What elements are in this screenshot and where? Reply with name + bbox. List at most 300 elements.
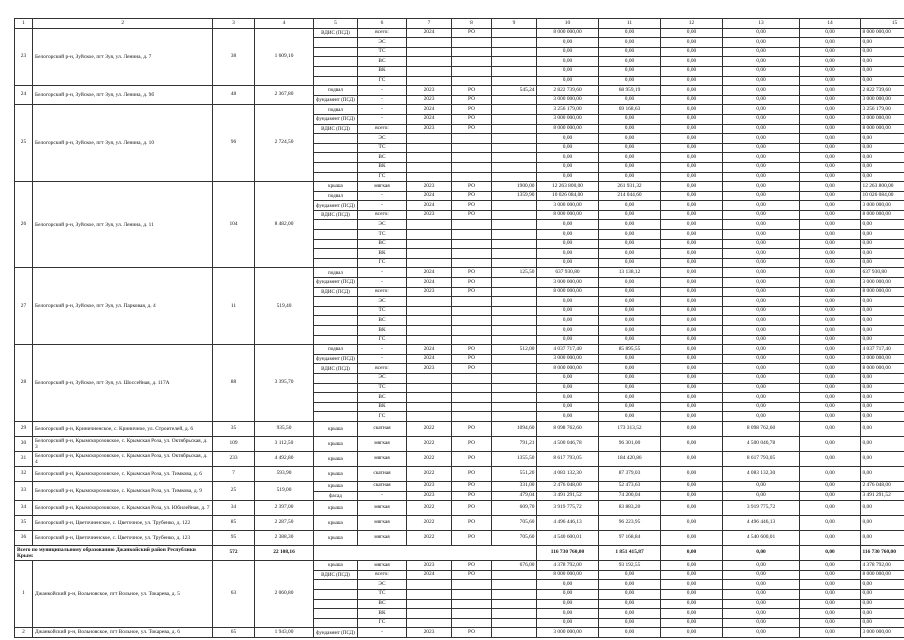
fund-cell-3: 0,00	[800, 95, 861, 105]
volume-cell	[492, 628, 537, 638]
work-subtype-cell: -	[358, 114, 407, 124]
fund-cell-2: 0,00	[723, 38, 800, 48]
row-number-cell: 30	[15, 436, 33, 451]
specific-cost-cell: 0,00	[599, 402, 661, 412]
fund-cell-1: 0,00	[661, 412, 723, 422]
fund-cell-4: 8 000 000,00	[861, 364, 904, 374]
fund-cell-2: 0,00	[723, 124, 800, 134]
fund-cell-4: 0,00	[861, 393, 904, 403]
fund-cell-1: 0,00	[661, 364, 723, 374]
year-cell	[407, 66, 452, 76]
fund-cell-2: 0,00	[723, 162, 800, 172]
fund-cell-2: 8 617 793,05	[723, 451, 800, 466]
work-type-cell	[314, 57, 358, 67]
address-cell: Белогорский р-н, Криничненское, с. Криничное, ул. Строителей, д. 6	[33, 421, 213, 436]
fund-cell-4: 12 263 800,00	[861, 182, 904, 192]
work-subtype-cell: всего:	[358, 287, 407, 297]
apartments-cell: 65	[213, 628, 255, 638]
work-type-cell: подвал	[314, 105, 358, 115]
fund-cell-2: 0,00	[723, 609, 800, 619]
work-type-cell: подвал	[314, 86, 358, 96]
total-cost-cell: 0,00	[537, 599, 599, 609]
fund-cell-4: 4 378 792,00	[861, 561, 904, 571]
work-subtype-cell: мягкая	[358, 436, 407, 451]
fund-cell-1: 0,00	[661, 95, 723, 105]
source-cell: РО	[452, 278, 492, 288]
area-cell: 8 482,00	[255, 182, 314, 268]
total-cost-cell: 0,00	[537, 230, 599, 240]
work-subtype-cell: -	[358, 268, 407, 278]
specific-cost-cell: 0,00	[599, 383, 661, 393]
total-cost-cell: 0,00	[537, 609, 599, 619]
total-cost-cell: 3 491 291,52	[537, 491, 599, 501]
fund-cell-4: 3 000 000,00	[861, 201, 904, 211]
apartments-cell: 104	[213, 182, 255, 268]
source-cell: РО	[452, 124, 492, 134]
year-cell	[407, 393, 452, 403]
year-cell: 2023	[407, 124, 452, 134]
fund-cell-3: 0,00	[800, 134, 861, 144]
apartments-cell: 38	[213, 28, 255, 86]
source-cell: РО	[452, 114, 492, 124]
total-cost-cell: 4 500 046,78	[537, 436, 599, 451]
address-cell: Белогорский р-н, Зуйское, пгт Зуя, ул. Ленина, д. 10	[33, 105, 213, 182]
specific-cost-cell: 87 379,03	[599, 466, 661, 481]
work-type-cell: фасад	[314, 491, 358, 501]
total-cost-cell: 0,00	[537, 249, 599, 259]
work-subtype-cell: ВС	[358, 316, 407, 326]
column-number-header: 2	[33, 19, 213, 29]
volume-cell	[492, 210, 537, 220]
volume-cell: 705,60	[492, 531, 537, 546]
total-cost-cell: 12 263 800,00	[537, 182, 599, 192]
specific-cost-cell: 0,00	[599, 628, 661, 638]
fund-cell-2: 0,00	[723, 220, 800, 230]
table-row	[15, 451, 904, 466]
fund-cell-4: 0,00	[861, 230, 904, 240]
area-cell: 935,50	[255, 421, 314, 436]
specific-cost-cell: 52 473,63	[599, 481, 661, 491]
work-subtype-cell: ВС	[358, 393, 407, 403]
work-subtype-cell: ЭС	[358, 220, 407, 230]
specific-cost-cell: 0,00	[599, 249, 661, 259]
volume-cell	[492, 306, 537, 316]
fund-cell-4: 0,00	[861, 373, 904, 383]
total-cost-cell: 0,00	[537, 589, 599, 599]
fund-cell-1: 0,00	[661, 561, 723, 571]
column-number-header: 10	[537, 19, 599, 29]
total-cost-cell: 0,00	[537, 393, 599, 403]
specific-cost-cell: 0,00	[599, 354, 661, 364]
fund-cell-1: 0,00	[661, 230, 723, 240]
source-cell: РО	[452, 28, 492, 38]
volume-cell	[492, 354, 537, 364]
volume-cell: 512,00	[492, 345, 537, 355]
fund-cell-2: 0,00	[723, 393, 800, 403]
fund-cell-2: 0,00	[723, 268, 800, 278]
specific-cost-cell: 0,00	[599, 134, 661, 144]
volume-cell	[492, 316, 537, 326]
total-cost-cell: 3 000 000,00	[537, 354, 599, 364]
fund-cell-4: 10 026 084,00	[861, 191, 904, 201]
table-row	[15, 421, 904, 436]
work-subtype-cell: скатная	[358, 421, 407, 436]
fund-cell-3: 0,00	[800, 531, 861, 546]
total-cost-cell: 4 037 717,40	[537, 345, 599, 355]
fund-cell-2: 0,00	[723, 86, 800, 96]
volume-cell	[492, 76, 537, 86]
source-cell: РО	[452, 421, 492, 436]
fund-cell-2: 0,00	[723, 580, 800, 590]
fund-cell-1: 0,00	[661, 114, 723, 124]
work-subtype-cell: ГС	[358, 172, 407, 182]
work-type-cell: ВДИС (ПСД)	[314, 364, 358, 374]
work-type-cell: крыша	[314, 516, 358, 531]
apartments-cell: 34	[213, 501, 255, 516]
fund-cell-3: 0,00	[800, 66, 861, 76]
specific-cost-cell: 0,00	[599, 95, 661, 105]
work-subtype-cell: скатная	[358, 466, 407, 481]
total-cost-cell: 0,00	[537, 373, 599, 383]
fund-cell-1: 0,00	[661, 383, 723, 393]
specific-cost-cell: 0,00	[599, 114, 661, 124]
fund-cell-3: 0,00	[800, 268, 861, 278]
fund-cell-1: 0,00	[661, 599, 723, 609]
volume-cell	[492, 124, 537, 134]
fund-cell-2: 0,00	[723, 364, 800, 374]
area-cell: 4 492,80	[255, 451, 314, 466]
volume-cell	[492, 239, 537, 249]
fund-cell-4: 8 000 000,00	[861, 28, 904, 38]
specific-cost-cell: 83 883,20	[599, 501, 661, 516]
year-cell: 2023	[407, 628, 452, 638]
table-row	[15, 436, 904, 451]
fund-cell-4: 8 000 000,00	[861, 210, 904, 220]
work-type-cell	[314, 402, 358, 412]
fund-cell-3: 0,00	[800, 364, 861, 374]
apartments-cell: 96	[213, 105, 255, 182]
fund-cell-3: 0,00	[800, 436, 861, 451]
work-type-cell	[314, 316, 358, 326]
fund-cell-1: 0,00	[661, 451, 723, 466]
address-cell: Белогорский р-н, Зуйское, пгт Зуя, ул. Ленина, д. 7	[33, 28, 213, 86]
fund-cell-3: 0,00	[800, 373, 861, 383]
fund-cell-1: 0,00	[661, 316, 723, 326]
row-number-cell: 36	[15, 531, 33, 546]
fund-cell-2: 0,00	[723, 628, 800, 638]
fund-cell-1: 0,00	[661, 182, 723, 192]
column-number-header: 3	[213, 19, 255, 29]
apartments-cell: 88	[213, 345, 255, 422]
fund-cell-4: 0,00	[861, 412, 904, 422]
specific-cost-cell: 0,00	[599, 57, 661, 67]
year-cell	[407, 306, 452, 316]
fund-cell-2: 0,00	[723, 28, 800, 38]
fund-cell-4: 0,00	[861, 451, 904, 466]
work-type-cell	[314, 373, 358, 383]
year-cell	[407, 599, 452, 609]
year-cell	[407, 412, 452, 422]
specific-cost-cell: 74 200,04	[599, 491, 661, 501]
volume-cell	[492, 38, 537, 48]
apartments-cell: 25	[213, 481, 255, 500]
work-subtype-cell: мягкая	[358, 516, 407, 531]
fund-cell-2: 0,00	[723, 201, 800, 211]
source-cell	[452, 66, 492, 76]
source-cell	[452, 589, 492, 599]
fund-cell-4: 3 000 000,00	[861, 354, 904, 364]
work-type-cell	[314, 580, 358, 590]
fund-cell-3: 0,00	[800, 335, 861, 345]
fund-cell-3: 0,00	[800, 393, 861, 403]
specific-cost-cell: 1 851 415,87	[599, 546, 661, 561]
work-type-cell	[314, 599, 358, 609]
year-cell: 2024	[407, 105, 452, 115]
fund-cell-1: 0,00	[661, 124, 723, 134]
fund-cell-2: 0,00	[723, 105, 800, 115]
source-cell	[452, 153, 492, 163]
fund-cell-4: 0,00	[861, 335, 904, 345]
fund-cell-1: 0,00	[661, 481, 723, 491]
fund-cell-4: 0,00	[861, 66, 904, 76]
year-cell: 2024	[407, 268, 452, 278]
fund-cell-3: 0,00	[800, 239, 861, 249]
fund-cell-2: 0,00	[723, 546, 800, 561]
specific-cost-cell: 85 895,55	[599, 345, 661, 355]
year-cell	[407, 134, 452, 144]
total-cost-cell: 0,00	[537, 220, 599, 230]
work-subtype-cell: скатная	[358, 481, 407, 491]
source-cell	[452, 326, 492, 336]
work-subtype-cell: всего:	[358, 210, 407, 220]
fund-cell-3: 0,00	[800, 105, 861, 115]
total-label-cell: Всего по муниципальному образованию Джанкойский район Республики Крым:	[15, 546, 213, 561]
fund-cell-2: 0,00	[723, 143, 800, 153]
fund-cell-3: 0,00	[800, 297, 861, 307]
fund-cell-1: 0,00	[661, 162, 723, 172]
work-subtype-cell: мягкая	[358, 451, 407, 466]
volume-cell	[492, 134, 537, 144]
area-cell: 3 112,50	[255, 436, 314, 451]
year-cell: 2023	[407, 561, 452, 571]
work-subtype-cell: ТС	[358, 47, 407, 57]
specific-cost-cell: 0,00	[599, 412, 661, 422]
apartments-cell: 35	[213, 421, 255, 436]
total-cost-cell: 3 256 179,00	[537, 105, 599, 115]
source-cell	[452, 373, 492, 383]
volume-cell	[492, 258, 537, 268]
row-number-cell: 31	[15, 451, 33, 466]
fund-cell-1: 0,00	[661, 105, 723, 115]
fund-cell-1: 0,00	[661, 210, 723, 220]
specific-cost-cell: 0,00	[599, 162, 661, 172]
work-subtype-cell: всего:	[358, 28, 407, 38]
work-type-cell	[314, 162, 358, 172]
fund-cell-3: 0,00	[800, 76, 861, 86]
specific-cost-cell: 0,00	[599, 306, 661, 316]
work-subtype-cell: -	[358, 95, 407, 105]
fund-cell-4: 116 730 760,00	[861, 546, 904, 561]
fund-cell-3: 0,00	[800, 628, 861, 638]
year-cell: 2023	[407, 491, 452, 501]
work-type-cell	[314, 76, 358, 86]
address-cell: Белогорский р-н, Крымскорозовское, с. Крымская Роза, ул. Октябрьская, д. 4	[33, 451, 213, 466]
area-cell: 2 367,80	[255, 86, 314, 105]
work-subtype-cell: ВС	[358, 239, 407, 249]
fund-cell-3: 0,00	[800, 230, 861, 240]
work-subtype-cell: мягкая	[358, 531, 407, 546]
total-cost-cell: 0,00	[537, 618, 599, 628]
source-cell	[452, 609, 492, 619]
fund-cell-2: 0,00	[723, 297, 800, 307]
fund-cell-4: 0,00	[861, 134, 904, 144]
source-cell	[452, 306, 492, 316]
specific-cost-cell: 0,00	[599, 153, 661, 163]
year-cell	[407, 258, 452, 268]
work-subtype-cell: всего:	[358, 570, 407, 580]
fund-cell-1: 0,00	[661, 516, 723, 531]
fund-cell-2: 0,00	[723, 95, 800, 105]
work-subtype-cell: -	[358, 354, 407, 364]
total-cost-cell: 8 098 762,60	[537, 421, 599, 436]
specific-cost-cell: 214 044,60	[599, 191, 661, 201]
fund-cell-2: 0,00	[723, 412, 800, 422]
table-row	[15, 86, 904, 96]
fund-cell-2: 3 919 775,72	[723, 501, 800, 516]
apartments-cell: 63	[213, 561, 255, 628]
work-subtype-cell: ВК	[358, 609, 407, 619]
volume-cell	[492, 402, 537, 412]
year-cell	[407, 153, 452, 163]
volume-cell: 551,20	[492, 466, 537, 481]
fund-cell-4: 0,00	[861, 143, 904, 153]
fund-cell-1: 0,00	[661, 546, 723, 561]
volume-cell	[492, 172, 537, 182]
volume-cell	[492, 95, 537, 105]
source-cell	[452, 143, 492, 153]
fund-cell-3: 0,00	[800, 287, 861, 297]
total-cost-cell: 0,00	[537, 239, 599, 249]
fund-cell-3: 0,00	[800, 201, 861, 211]
fund-cell-4: 0,00	[861, 383, 904, 393]
work-type-cell: фундамент (ПСД)	[314, 278, 358, 288]
fund-cell-4: 8 000 000,00	[861, 287, 904, 297]
fund-cell-4: 8 000 000,00	[861, 124, 904, 134]
fund-cell-1: 0,00	[661, 421, 723, 436]
fund-cell-2: 0,00	[723, 172, 800, 182]
fund-cell-4: 0,00	[861, 599, 904, 609]
volume-cell	[492, 599, 537, 609]
table-row	[15, 105, 904, 115]
fund-cell-3: 0,00	[800, 516, 861, 531]
total-cost-cell: 0,00	[537, 402, 599, 412]
apartments-cell: 11	[213, 268, 255, 345]
fund-cell-4: 3 491 291,52	[861, 491, 904, 501]
fund-cell-4: 0,00	[861, 466, 904, 481]
total-cost-cell: 0,00	[537, 76, 599, 86]
work-type-cell	[314, 230, 358, 240]
fund-cell-2: 0,00	[723, 345, 800, 355]
fund-cell-4: 0,00	[861, 76, 904, 86]
total-cost-cell: 0,00	[537, 57, 599, 67]
fund-cell-2: 0,00	[723, 210, 800, 220]
volume-cell: 331,00	[492, 481, 537, 491]
fund-cell-4: 0,00	[861, 306, 904, 316]
fund-cell-2: 0,00	[723, 239, 800, 249]
source-cell	[452, 76, 492, 86]
work-subtype-cell: ГС	[358, 258, 407, 268]
year-cell	[407, 76, 452, 86]
specific-cost-cell: 0,00	[599, 28, 661, 38]
fund-cell-1: 0,00	[661, 66, 723, 76]
address-cell: Белогорский р-н, Цветочненское, с. Цветочное, ул. Трубенко, д. 122	[33, 516, 213, 531]
specific-cost-cell: 97 168,84	[599, 531, 661, 546]
volume-cell	[492, 162, 537, 172]
apartments-cell: 48	[213, 86, 255, 105]
work-type-cell: крыша	[314, 481, 358, 491]
total-cost-cell: 0,00	[537, 134, 599, 144]
fund-cell-4: 0,00	[861, 326, 904, 336]
source-cell	[452, 316, 492, 326]
source-cell: РО	[452, 354, 492, 364]
column-number-header: 7	[407, 19, 452, 29]
fund-cell-3: 0,00	[800, 412, 861, 422]
volume-cell: 1900,00	[492, 182, 537, 192]
work-type-cell: фундамент (ПСД)	[314, 628, 358, 638]
fund-cell-1: 0,00	[661, 86, 723, 96]
fund-cell-2: 0,00	[723, 134, 800, 144]
fund-cell-2: 4 500 046,78	[723, 436, 800, 451]
specific-cost-cell: 68 959,19	[599, 86, 661, 96]
work-type-cell	[314, 618, 358, 628]
specific-cost-cell: 261 931,32	[599, 182, 661, 192]
fund-cell-3: 0,00	[800, 570, 861, 580]
volume-cell	[492, 57, 537, 67]
source-cell	[452, 412, 492, 422]
fund-cell-4: 0,00	[861, 258, 904, 268]
fund-cell-4: 0,00	[861, 297, 904, 307]
fund-cell-1: 0,00	[661, 249, 723, 259]
fund-cell-4: 0,00	[861, 316, 904, 326]
work-subtype-cell: ВС	[358, 599, 407, 609]
fund-cell-1: 0,00	[661, 220, 723, 230]
fund-cell-3: 0,00	[800, 466, 861, 481]
row-number-cell: 23	[15, 28, 33, 86]
year-cell	[407, 373, 452, 383]
fund-cell-4: 0,00	[861, 153, 904, 163]
specific-cost-cell: 0,00	[599, 393, 661, 403]
specific-cost-cell: 0,00	[599, 287, 661, 297]
work-subtype-cell: ВК	[358, 162, 407, 172]
year-cell: 2022	[407, 466, 452, 481]
year-cell: 2024	[407, 354, 452, 364]
fund-cell-3: 0,00	[800, 258, 861, 268]
area-cell: 2 724,50	[255, 105, 314, 182]
total-cost-cell: 4 496 446,13	[537, 516, 599, 531]
work-subtype-cell: -	[358, 86, 407, 96]
fund-cell-1: 0,00	[661, 38, 723, 48]
work-type-cell	[314, 609, 358, 619]
fund-cell-1: 0,00	[661, 589, 723, 599]
work-type-cell: фундамент (ПСД)	[314, 354, 358, 364]
specific-cost-cell: 0,00	[599, 124, 661, 134]
total-cost-cell: 10 026 084,00	[537, 191, 599, 201]
source-cell: РО	[452, 201, 492, 211]
work-type-cell: ВДИС (ПСД)	[314, 28, 358, 38]
area-cell: 519,40	[255, 268, 314, 345]
source-cell: РО	[452, 436, 492, 451]
fund-cell-1: 0,00	[661, 28, 723, 38]
